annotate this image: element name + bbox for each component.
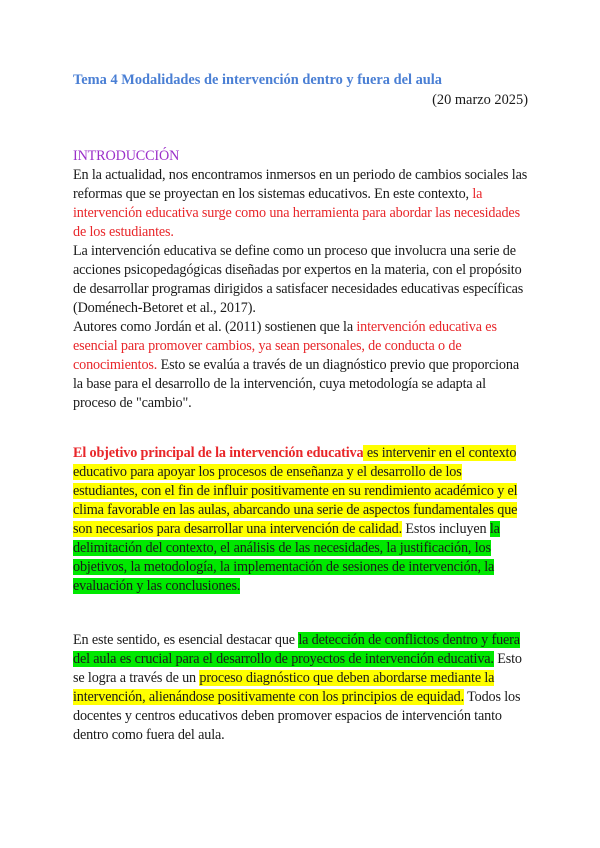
text-run: Esto se evalúa a través de un diagnóstico previo que proporciona la base para el desarrollo de la intervención, cuya metodología se adapta al proceso de "cambio". <box>73 357 519 411</box>
document-title: Tema 4 Modalidades de intervención dentro y fuera del aula <box>73 72 442 88</box>
final-text <box>73 631 529 745</box>
document-date: (20 marzo 2025) <box>432 92 528 108</box>
citation: (Doménech-Betoret et al., 2017). <box>73 300 256 316</box>
red-text-run: intervención educativa es esencial para promover cambios, ya sean personales, de conducta o de conocimientos. <box>73 319 497 373</box>
section-heading: INTRODUCCIÓN <box>73 148 180 164</box>
text-run: Todos los docentes y centros educativos deben promover espacios de intervención tanto dentro como fuera del aula. <box>73 689 521 743</box>
yellow-highlight-run: proceso diagnóstico que deben abordarse mediante la intervención, alienándose positivamente con los principios de equidad. <box>73 670 495 705</box>
bold-red-text-run: El objetivo principal de la intervención educativa <box>73 445 364 461</box>
text-run: En la actualidad, nos encontramos inmersos en un periodo de cambios sociales las reformas que se proyectan en los sistemas educativos. En este contexto, <box>73 167 528 202</box>
text-run: Autores como Jordán et al. (2011) sostienen que la <box>73 319 357 335</box>
paragraph-definition: La intervención educativa se define como un proceso que involucra una serie de acciones psicopedagógicas diseñadas por expertos en la materia, con el propósito de desarrollar programas dirigidos a satisfacer necesidades educativas específicas <box>73 243 524 297</box>
paragraph-context <box>73 166 529 242</box>
green-highlight-run: la detección de conflictos dentro y fuera del aula es crucial para el desarrollo de proyectos de intervención educativa. <box>73 632 520 667</box>
final-paragraph <box>73 631 529 745</box>
text-run: Estos incluyen <box>402 521 490 537</box>
text-run: En este sentido, es esencial destacar que <box>73 632 299 648</box>
introduction-section <box>73 147 529 413</box>
objective-text <box>73 444 529 596</box>
objective-paragraph <box>73 444 529 596</box>
yellow-highlight-run: es intervenir en el contexto educativo para apoyar los procesos de enseñanza y el desarrollo de los estudiantes, con el fin de influir positivamente en su rendimiento académico y el clima favorable en las aulas, abarcando una serie de aspectos fundamentales que son necesarios para desarrollar una intervención de calidad. <box>73 445 518 537</box>
text-run: Esto se logra a través de un <box>73 651 522 686</box>
red-text-run: la intervención educativa surge como una herramienta para abordar las necesidades de los estudiantes. <box>73 186 520 240</box>
green-highlight-run: la delimitación del contexto, el análisis de las necesidades, la justificación, los objetivos, la metodología, la implementación de sesiones de intervención, la evaluación y las conclusiones. <box>73 521 500 594</box>
paragraph-authors <box>73 318 529 413</box>
